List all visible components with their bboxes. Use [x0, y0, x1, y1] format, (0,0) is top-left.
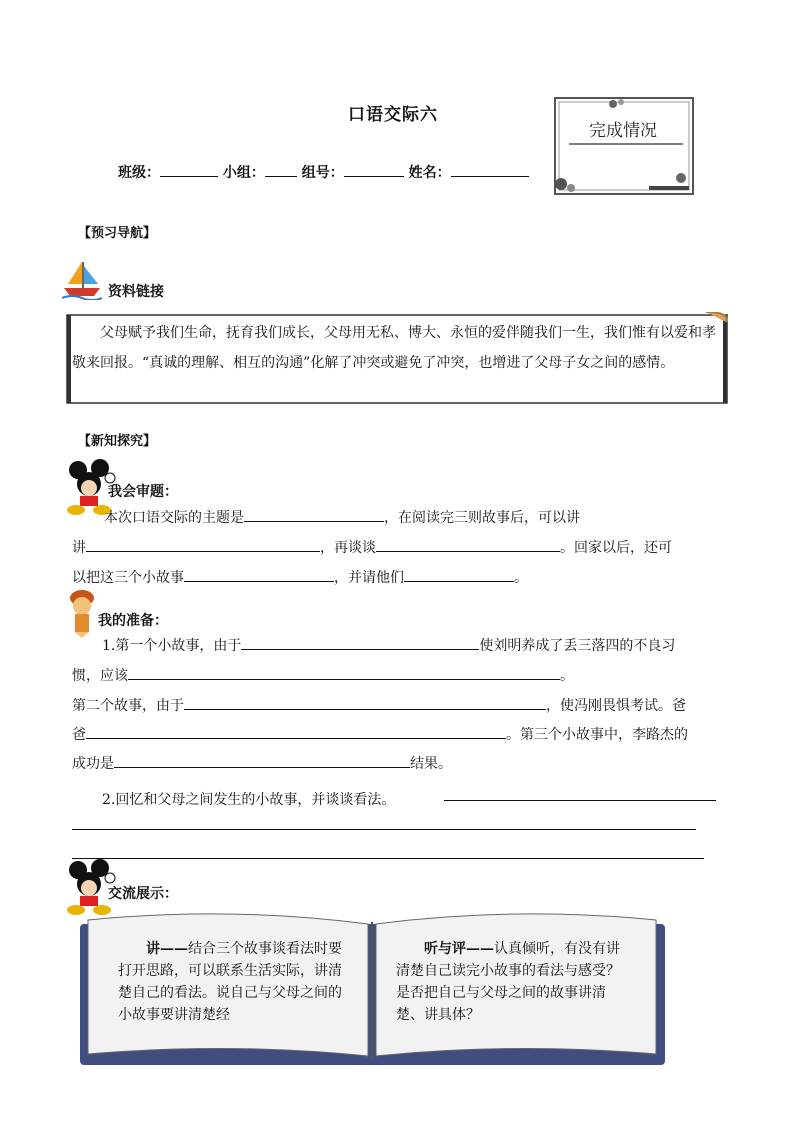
- q2-line-6: [102, 786, 395, 815]
- q1-text: 讲: [72, 540, 86, 556]
- q2-text: 1.第一个小故事，由于: [102, 638, 242, 654]
- q2-line-4: [72, 721, 688, 750]
- name-label: 姓名：: [408, 165, 451, 181]
- pencil-character-icon: [66, 588, 98, 642]
- link-title: 资料链接: [108, 284, 164, 300]
- class-label: 班级：: [118, 165, 160, 181]
- q1-text: ，并请他们: [334, 570, 404, 586]
- q1-title: 我会审题：: [108, 484, 178, 500]
- badge-text: 完成情况: [589, 121, 657, 141]
- q2-text: 第二个故事，由于: [72, 698, 184, 714]
- answer-blank[interactable]: [86, 723, 506, 739]
- answer-line[interactable]: [444, 800, 716, 801]
- q2-text: 2.回忆和父母之间发生的小故事，并谈谈看法。: [102, 792, 396, 808]
- q2-text: 爸: [72, 727, 86, 743]
- q2-text: 惯，应该: [72, 668, 128, 684]
- class-field[interactable]: [160, 162, 218, 177]
- right-page-body: 认真倾听，有没有讲清楚自己读完小故事的看法与感受？是否把自己与父母之间的故事讲清楚、讲具体？: [396, 941, 620, 1023]
- q2-title: 我的准备：: [98, 613, 168, 629]
- explore-section-title: 【新知探究】: [78, 434, 157, 449]
- q1-text: 以把这三个小故事: [72, 570, 184, 586]
- left-page-heading: 讲——: [146, 941, 188, 957]
- right-page-text: [396, 938, 624, 1026]
- group-no-label: 组号：: [301, 165, 344, 181]
- completion-badge: [553, 96, 695, 196]
- answer-blank[interactable]: [128, 664, 560, 680]
- group-label: 小组：: [222, 165, 265, 181]
- q1-text: 。回家以后，还可: [560, 540, 672, 556]
- answer-blank[interactable]: [114, 752, 410, 768]
- q2-line-5: [72, 750, 452, 779]
- page-title: 口语交际六: [348, 105, 438, 125]
- exchange-title: 交流展示：: [108, 886, 178, 902]
- answer-blank[interactable]: [184, 694, 546, 710]
- left-page-body: 结合三个故事谈看法时要打开思路，可以联系生活实际，讲清楚自己的看法。说自己与父母之间的小故事要讲清楚经: [118, 941, 342, 1023]
- answer-blank[interactable]: [184, 566, 334, 582]
- passage-text: 父母赋予我们生命，抚育我们成长，父母用无私、博大、永恒的爱伴随我们一生，我们惟有以爱和孝敬来回报。“真诚的理解、相互的沟通”化解了冲突或避免了冲突，也增进了父母子女之间的感情。: [72, 325, 716, 371]
- q2-line-3: [72, 692, 686, 721]
- q2-line-2: [72, 662, 574, 691]
- q1-text: 。: [514, 570, 528, 586]
- open-book: [80, 910, 665, 1065]
- q2-line-1: [102, 632, 675, 661]
- q2-text: 。: [560, 668, 574, 684]
- preview-section-title: 【预习导航】: [78, 226, 157, 241]
- answer-blank[interactable]: [244, 506, 384, 522]
- passage-scroll: [66, 312, 730, 406]
- q1-text: ，再谈谈: [320, 540, 376, 556]
- q2-text: 成功是: [72, 756, 114, 772]
- group-field[interactable]: [265, 162, 297, 177]
- group-no-field[interactable]: [344, 162, 404, 177]
- q1-text: 本次口语交际的主题是: [104, 510, 244, 526]
- q1-line-1: [104, 504, 580, 533]
- q1-line-3: [72, 564, 528, 593]
- left-page-text: [118, 938, 346, 1026]
- answer-blank[interactable]: [86, 536, 320, 552]
- name-field[interactable]: [451, 162, 529, 177]
- right-page-heading: 听与评——: [424, 941, 494, 957]
- answer-line[interactable]: [72, 829, 696, 830]
- q1-text: ，在阅读完三则故事后，可以讲: [384, 510, 580, 526]
- q2-text: 使刘明养成了丢三落四的不良习: [479, 638, 676, 654]
- q1-line-2: [72, 534, 672, 563]
- q2-text: ，使冯刚畏惧考试。爸: [546, 698, 686, 714]
- sailboat-icon: [62, 260, 102, 304]
- q2-text: 。第三个小故事中，李路杰的: [506, 727, 688, 743]
- answer-line[interactable]: [72, 858, 704, 859]
- answer-blank[interactable]: [404, 566, 514, 582]
- answer-blank[interactable]: [241, 634, 479, 650]
- q2-text: 结果。: [410, 756, 452, 772]
- answer-blank[interactable]: [376, 536, 560, 552]
- student-info-line: [118, 162, 529, 182]
- badge-frame-icon: [553, 96, 695, 196]
